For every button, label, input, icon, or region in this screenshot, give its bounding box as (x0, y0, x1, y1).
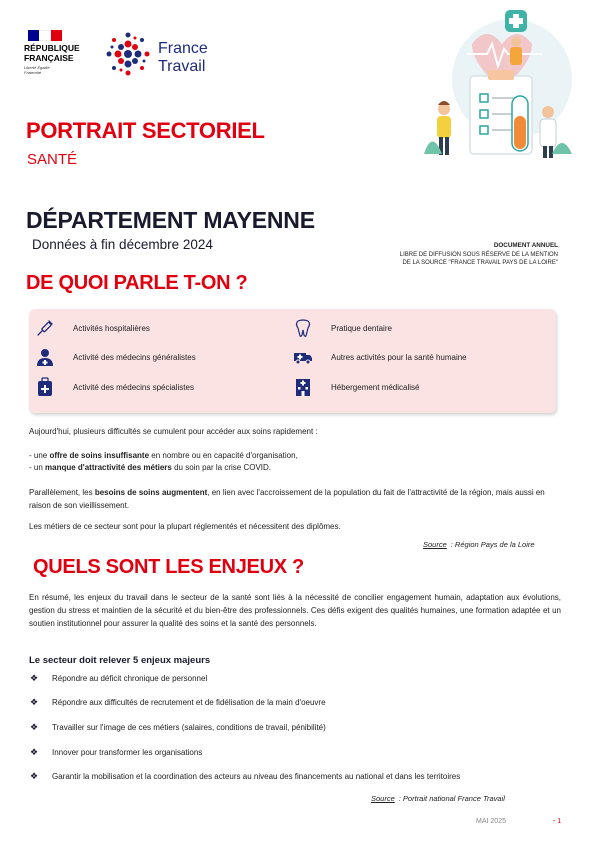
regulation-paragraph: Les métiers de ce secteur sont pour la plupart réglementés et nécessitent des diplômes. (29, 522, 341, 531)
challenge-label: Répondre au déficit chronique de personnel (52, 674, 208, 683)
section2-heading: QUELS SONT LES ENJEUX ? (33, 556, 304, 578)
page-title: PORTRAIT SECTORIEL (26, 118, 265, 143)
brand-line1: France (158, 40, 208, 57)
hospital-building-icon (293, 377, 313, 397)
activity-label: Pratique dentaire (331, 323, 392, 333)
activity-label: Activité des médecins généralistes (73, 352, 196, 362)
challenge-label: Garantir la mobilisation et la coordination des acteurs au niveau des financements au national et dans les territoires (52, 772, 461, 781)
medical-kit-icon (35, 377, 55, 397)
france-travail-dots-icon (104, 30, 152, 78)
diamond-bullet-icon: ❖ (30, 771, 39, 781)
tooth-icon (293, 318, 313, 338)
france-travail-logo (104, 30, 234, 80)
bullet2-emphasis: manque d'attractivité des métiers (45, 463, 172, 472)
activity-item (293, 347, 467, 367)
diamond-bullet-icon: ❖ (30, 697, 39, 707)
needs-emphasis: besoins de soins augmentent (94, 488, 208, 497)
republique-name (24, 44, 94, 63)
source-region (423, 540, 535, 549)
difficulty-bullet-2 (29, 462, 561, 475)
activity-label: Activités hospitalières (73, 323, 150, 333)
syringe-icon (35, 318, 55, 338)
annual-notice-title: DOCUMENT ANNUEL (493, 242, 558, 249)
activity-item (35, 347, 196, 367)
doctor-icon (35, 347, 55, 367)
challenge-label: Innover pour transformer les organisations (52, 748, 203, 757)
bullet2-prefix: - un (29, 463, 46, 472)
diamond-bullet-icon: ❖ (30, 673, 39, 683)
footer-date: MAI 2025 (476, 818, 506, 825)
source-label: Source (371, 794, 395, 803)
activity-item (293, 377, 420, 397)
challenge-item (30, 747, 202, 758)
source-label: Source (423, 540, 447, 549)
bullet1-rest: en nombre ou en capacité d'organisation, (149, 451, 298, 460)
activity-label: Activité des médecins spécialistes (73, 382, 194, 392)
annual-notice (348, 242, 558, 268)
annual-notice-line1: LIBRE DE DIFFUSION SOUS RÉSERVE DE LA MENTION (399, 251, 558, 258)
challenge-label: Travailler sur l'image de ces métiers (salaires, conditions de travail, pénibilité) (52, 723, 326, 732)
diamond-bullet-icon: ❖ (30, 747, 39, 757)
challenge-item (30, 697, 326, 708)
challenge-item (30, 673, 207, 684)
healthcare-illustration (412, 4, 582, 164)
republique-line1: RÉPUBLIQUE (24, 43, 80, 53)
activity-item (35, 318, 150, 338)
source-national (371, 794, 505, 803)
activity-label: Autres activités pour la santé humaine (331, 352, 467, 362)
bullet1-prefix: - une (29, 451, 50, 460)
needs-rest: , en lien avec l'accroissement de la population du fait de l'attractivité de la région, mais aussi en raison de son vieillissement. (29, 488, 545, 510)
needs-prefix: Parallèlement, les (29, 488, 95, 497)
page-number: - 1 (553, 818, 562, 825)
diamond-bullet-icon: ❖ (30, 722, 39, 732)
challenges-title: Le secteur doit relever 5 enjeux majeurs (29, 655, 211, 666)
annual-notice-line2: DE LA SOURCE "FRANCE TRAVAIL PAYS DE LA LOIRE" (402, 260, 558, 267)
difficulty-bullet-1 (29, 450, 561, 463)
republique-francaise-logo (24, 30, 94, 90)
challenge-item (30, 771, 460, 782)
activity-item (35, 377, 194, 397)
french-flag-icon (28, 30, 62, 41)
bullet1-emphasis: offre de soins insuffisante (49, 451, 150, 460)
activity-label: Hébergement médicalisé (331, 382, 420, 392)
data-date: Données à fin décembre 2024 (32, 237, 213, 252)
sector-title: SANTÉ (27, 151, 78, 168)
section1-heading: DE QUOI PARLE T-ON ? (26, 272, 248, 294)
challenge-label: Répondre aux difficultés de recrutement et de fidélisation de la main d'oeuvre (52, 698, 326, 707)
brand-line2: Travail (158, 58, 206, 75)
france-travail-wordmark (158, 40, 208, 76)
republique-line2: FRANÇAISE (24, 52, 74, 63)
bullet2-rest: du soin par la crise COVID. (171, 463, 272, 472)
activities-box (29, 309, 556, 413)
activity-item (293, 318, 392, 338)
source-text: : Portrait national France Travail (398, 794, 505, 803)
department-title: DÉPARTEMENT MAYENNE (26, 207, 315, 233)
challenge-item (30, 722, 326, 733)
ambulance-icon (293, 347, 313, 367)
summary-paragraph: En résumé, les enjeux du travail dans le secteur de la santé sont liés à la nécessité de concilier engagement humain, adaptation aux évolutions, gestion du stress et maintien de la sécurité et du bien-être des professionnels. Ces défis exigent des qualités humaines, une formation adaptée et un soutien institutionnel pour assurer la qualité des soins et la santé des personnels. (29, 593, 561, 628)
republique-motto: Liberté Égalité Fraternité (24, 65, 50, 75)
intro-paragraph: Aujourd'hui, plusieurs difficultés se cumulent pour accéder aux soins rapidement : (29, 427, 318, 436)
needs-paragraph (29, 487, 561, 512)
source-text: : Région Pays de la Loire (450, 540, 535, 549)
